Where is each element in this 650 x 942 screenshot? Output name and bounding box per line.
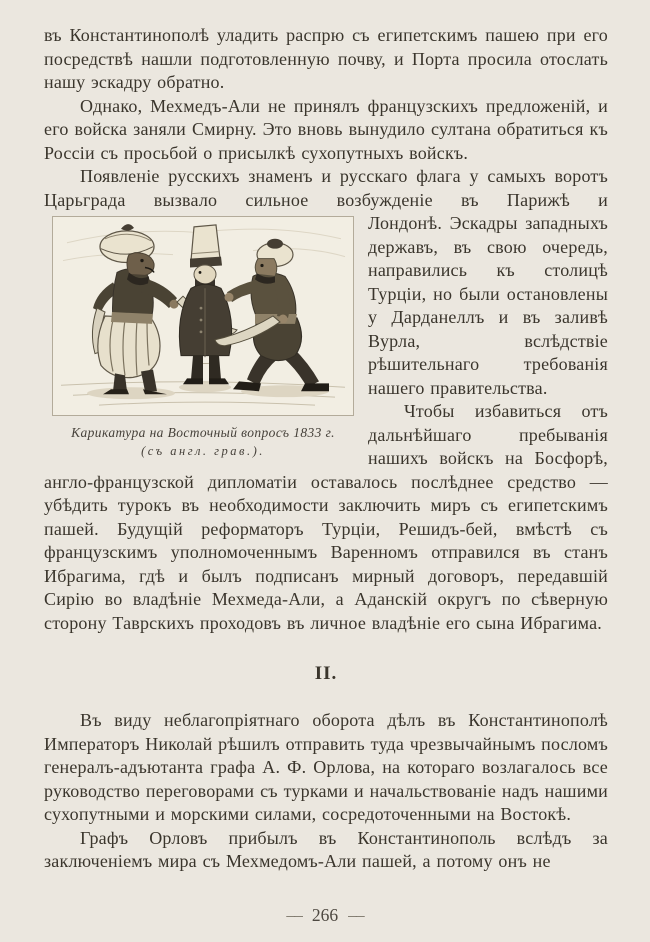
section-heading: II. <box>314 663 338 684</box>
paragraph-appearance-intro: Появленіе русскихъ знаменъ и русскаго флага у самыхъ воротъ Царьграда вызвало сильное возбужденіе въ Парижѣ и <box>44 166 608 210</box>
page-footer <box>0 905 650 926</box>
caricature-engraving <box>53 217 353 415</box>
page-number: 266 <box>311 905 339 925</box>
paragraph-diplomacy-escape: Чтобы избавиться отъ дальнѣйшаго пребыванія нашихъ войскъ на Босфорѣ, англо-французской дипломатіи оставалось послѣднее средство — убѣдить турокъ въ необходимости заключить миръ съ египетскимъ пашей. Будущій реформаторъ Турціи, Решидъ-бей, вмѣстѣ съ французскимъ уполномоченнымъ Варенномъ отправился въ станъ Ибрагима, гдѣ и былъ подписанъ мирный договоръ, передавшій Сирію во владѣніе Мехмеда-Али, а Аданскій округъ по сѣверную сторону Таврскихъ проходовъ въ личное владѣніе его сына Ибрагима. <box>44 401 608 633</box>
figure-caption <box>52 425 354 459</box>
footer-dash-left: –– <box>286 905 302 925</box>
caricature-image-frame <box>52 216 354 416</box>
paragraph-orlov-mission: Въ виду неблагопріятнаго оборота дѣлъ въ Константинополѣ Императоръ Николай рѣшилъ отправить туда чрезвычайнымъ посломъ генералъ-адъютанта графа А. Ф. Орлова, на котораго возлагалось все руководство переговорами съ турками и начальствованіе надъ нашими сухопутными и морскими силами, сосредоточенными на Востокѣ. <box>44 710 608 824</box>
footer-dash-right: –– <box>348 905 364 925</box>
paragraph-appearance-continued: Лондонѣ. Эскадры западныхъ державъ, въ свою очередь, направились къ столицѣ Турціи, но были остановлены у Дарданеллъ и въ заливѣ Вурла, вслѣдствіе рѣшительнаго требованія нашего правительства. <box>368 213 608 398</box>
paragraph-orlov-arrival: Графъ Орловъ прибылъ въ Константинополь вслѣдъ за заключеніемъ мира съ Мехмедомъ-Али пашей, а потому онъ не <box>44 827 608 871</box>
figure-caption-line1: Карикатура на Восточный вопросъ 1833 г. <box>71 425 335 440</box>
figure-text-wrap <box>44 212 608 635</box>
caricature-figure <box>52 216 354 459</box>
paragraph-mehmed-ali: Однако, Мехмедъ-Али не принялъ французскихъ предложеній, и его войска заняли Смирну. Это вновь вынудило султана обратиться къ Россіи съ просьбой о присылкѣ сухопутныхъ войскъ. <box>44 95 608 163</box>
paragraph-continuation: въ Константинополѣ уладить распрю съ египетскимъ пашею при его посредствѣ нашли подготовленную почву, и Порта просила отослать нашу эскадру обратно. <box>44 25 608 92</box>
figure-caption-line2: (съ англ. грав.). <box>141 444 265 458</box>
